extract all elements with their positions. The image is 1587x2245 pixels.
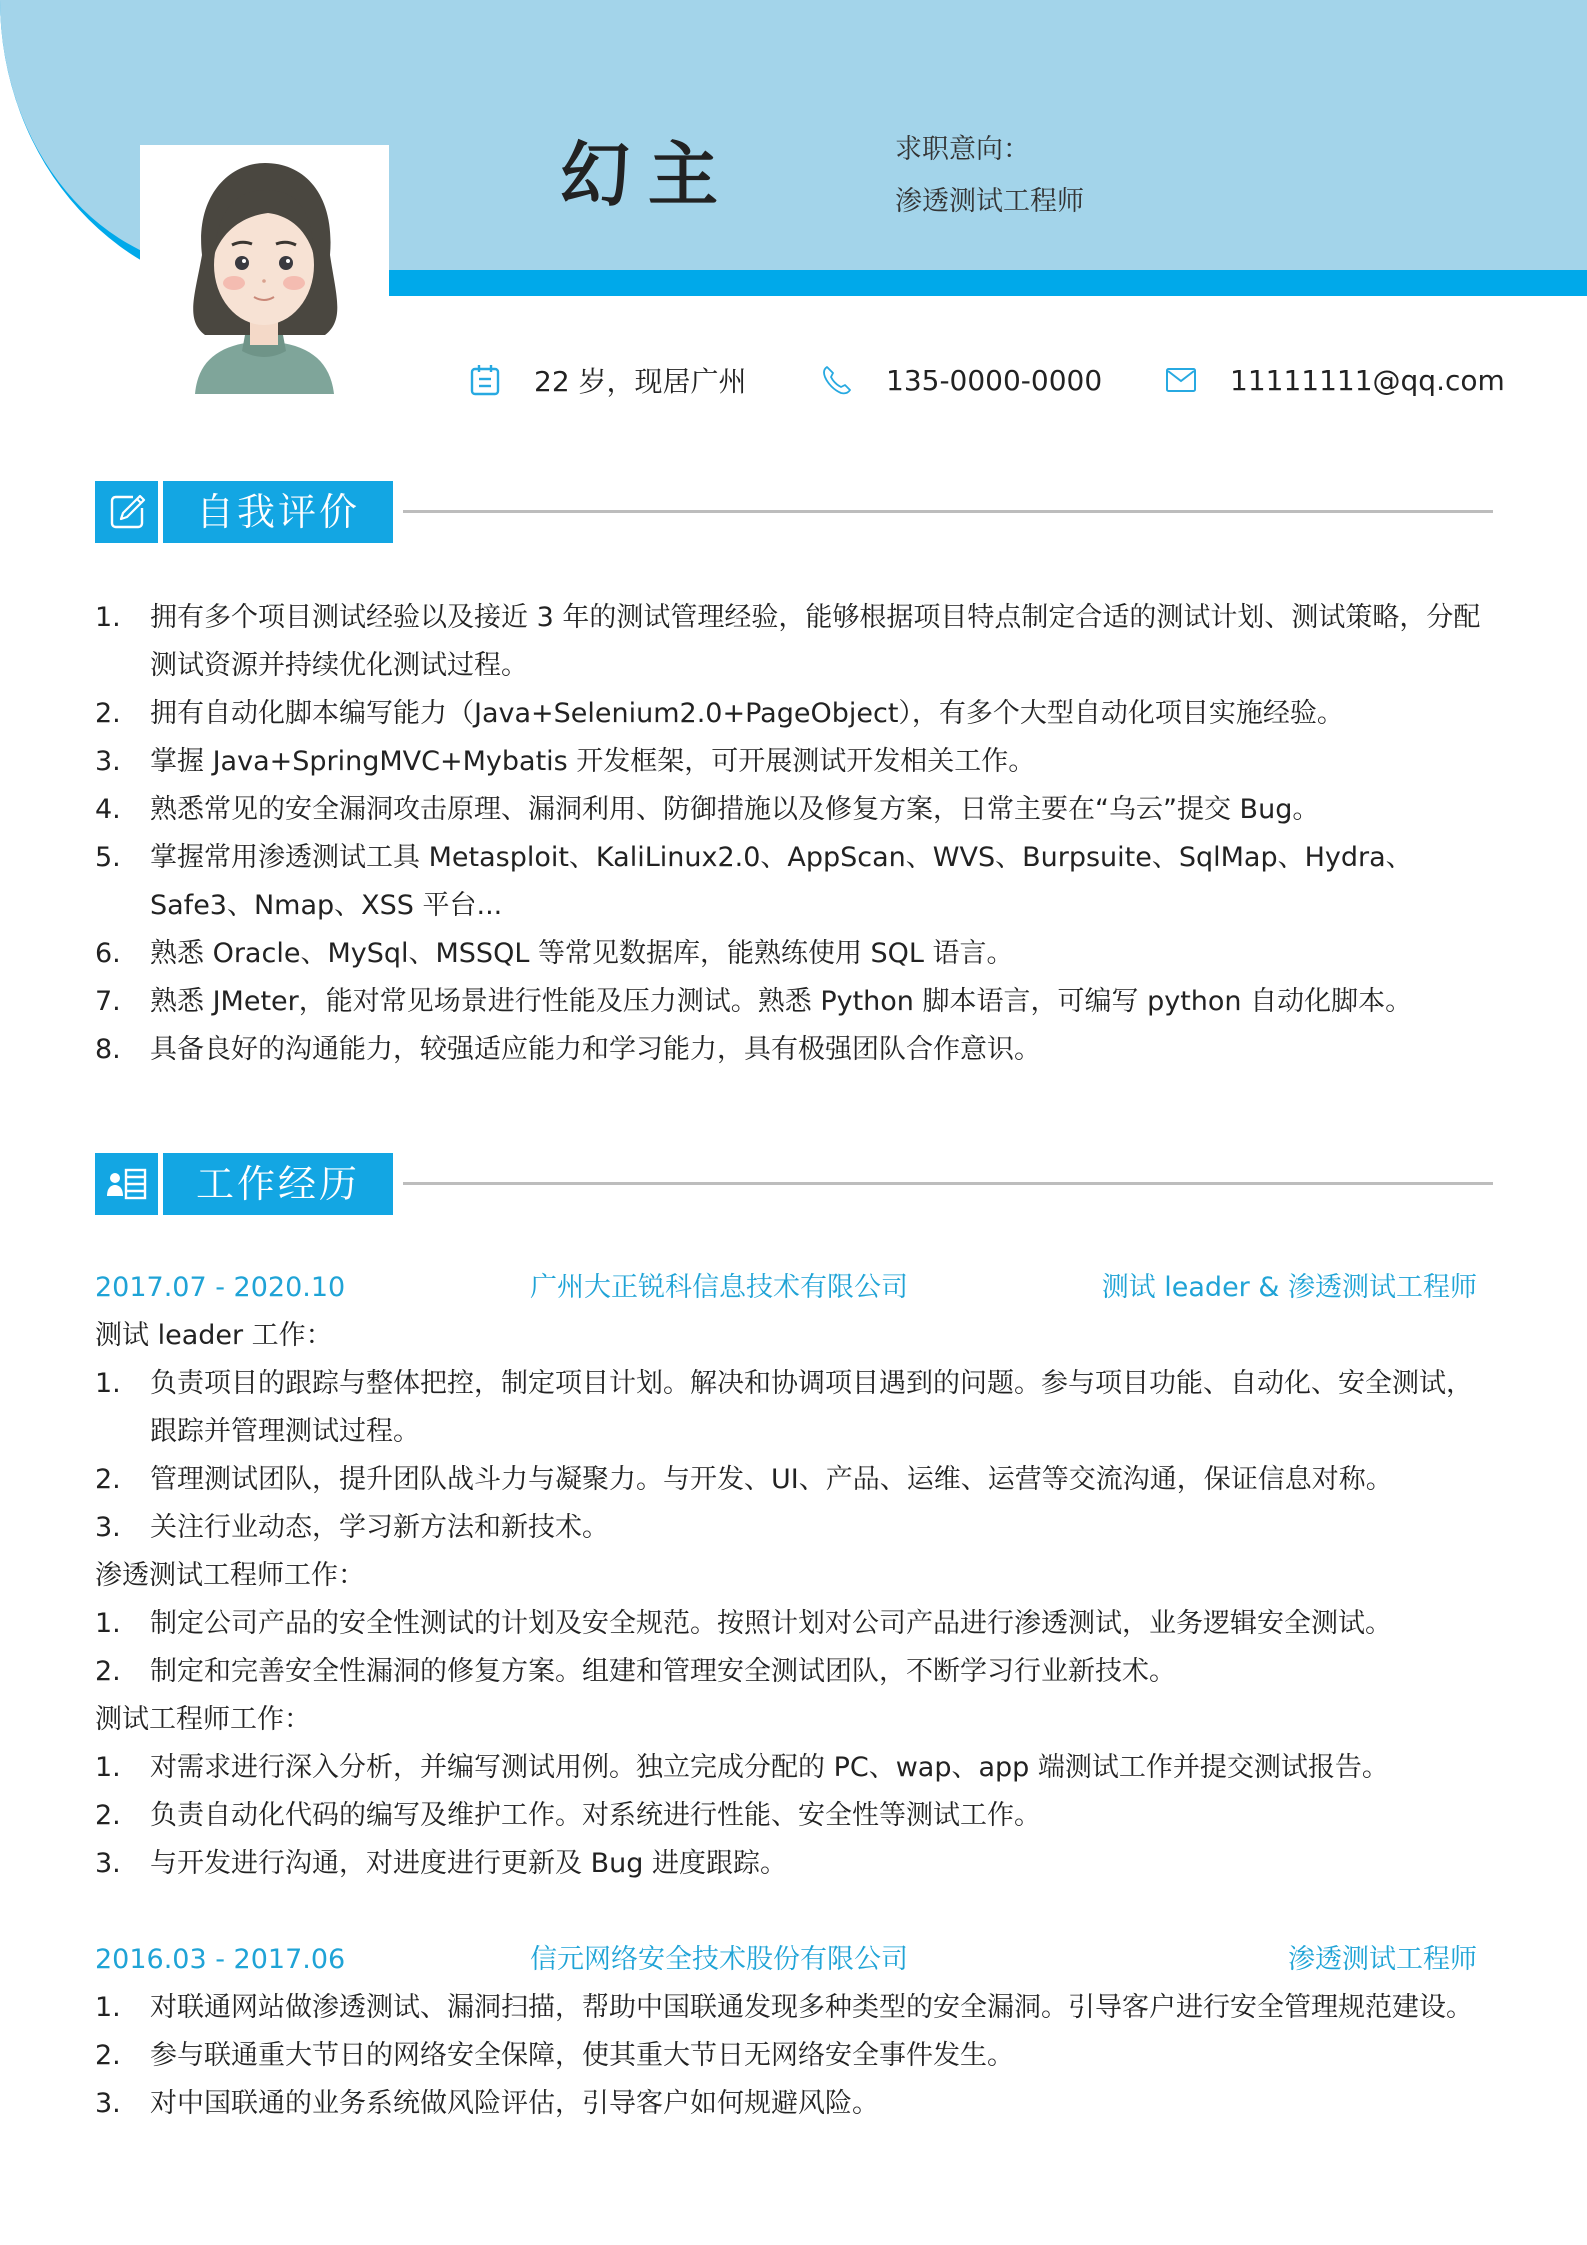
section-divider bbox=[403, 1182, 1493, 1185]
section-header-work bbox=[95, 1153, 1495, 1215]
job-role: 渗透测试工程师 bbox=[1288, 1944, 1477, 1975]
candidate-name: 幻主 bbox=[560, 134, 736, 216]
section-title: 自我评价 bbox=[163, 481, 393, 543]
phone-icon bbox=[820, 363, 854, 397]
profile-photo bbox=[140, 145, 389, 394]
duty-group-label: 渗透测试工程师工作： bbox=[95, 1560, 365, 1591]
job-intent-value: 渗透测试工程师 bbox=[895, 186, 1084, 217]
mail-icon bbox=[1164, 363, 1198, 397]
email-text[interactable]: 11111111@qq.com bbox=[1230, 363, 1505, 397]
list-item: 2. 拥有自动化脚本编写能力（Java+Selenium2.0+PageObject），有多个大型自动化项目实施经验。 bbox=[95, 698, 1344, 729]
list-item: 3. 对中国联通的业务系统做风险评估，引导客户如何规避风险。 bbox=[95, 2088, 879, 2119]
edit-icon bbox=[95, 481, 158, 543]
age-location-text: 22 岁，现居广州 bbox=[534, 365, 747, 398]
profile-list-icon bbox=[95, 1153, 158, 1215]
section-divider bbox=[403, 510, 1493, 513]
job-details bbox=[95, 1312, 1495, 1888]
list-item: 5. 掌握常用渗透测试工具 Metasploit、KaliLinux2.0、AppScan、WVS、Burpsuite、SqlMap、Hydra、Safe3、Nmap、XSS 平台... bbox=[95, 842, 1413, 921]
contact-email bbox=[1164, 358, 1505, 402]
job-details bbox=[95, 1984, 1495, 2128]
job-date: 2017.07 - 2020.10 bbox=[95, 1272, 346, 1303]
contact-phone bbox=[820, 358, 1102, 402]
duty-group-label: 测试工程师工作： bbox=[95, 1704, 311, 1735]
job-company: 广州大正锐科信息技术有限公司 bbox=[530, 1272, 908, 1303]
list-item: 3. 关注行业动态，学习新方法和新技术。 bbox=[95, 1512, 609, 1543]
list-item: 6. 熟悉 Oracle、MySql、MSSQL 等常见数据库，能熟练使用 SQL 语言。 bbox=[95, 938, 1014, 969]
list-item: 3. 掌握 Java+SpringMVC+Mybatis 开发框架，可开展测试开发相关工作。 bbox=[95, 746, 1036, 777]
list-item: 1. 拥有多个项目测试经验以及接近 3 年的测试管理经验，能够根据项目特点制定合适的测试计划、测试策略，分配测试资源并持续优化测试过程。 bbox=[95, 602, 1481, 681]
list-item: 1. 对需求进行深入分析，并编写测试用例。独立完成分配的 PC、wap、app 端测试工作并提交测试报告。 bbox=[95, 1752, 1389, 1783]
job-intent-label: 求职意向： bbox=[895, 134, 1030, 165]
list-item: 2. 负责自动化代码的编写及维护工作。对系统进行性能、安全性等测试工作。 bbox=[95, 1800, 1041, 1831]
list-item: 7. 熟悉 JMeter，能对常见场景进行性能及压力测试。熟悉 Python 脚本语言，可编写 python 自动化脚本。 bbox=[95, 986, 1413, 1017]
list-item: 3. 与开发进行沟通，对进度进行更新及 Bug 进度跟踪。 bbox=[95, 1848, 787, 1879]
calendar-icon bbox=[468, 363, 502, 397]
list-item: 2. 管理测试团队，提升团队战斗力与凝聚力。与开发、UI、产品、运维、运营等交流沟通，保证信息对称。 bbox=[95, 1464, 1393, 1495]
job-date: 2016.03 - 2017.06 bbox=[95, 1944, 346, 1975]
list-item: 4. 熟悉常见的安全漏洞攻击原理、漏洞利用、防御措施以及修复方案，日常主要在“乌云”提交 Bug。 bbox=[95, 794, 1320, 825]
job-company: 信元网络安全技术股份有限公司 bbox=[530, 1944, 908, 1975]
phone-text[interactable]: 135-0000-0000 bbox=[886, 363, 1103, 397]
job-role: 测试 leader & 渗透测试工程师 bbox=[1101, 1272, 1477, 1303]
list-item: 1. 对联通网站做渗透测试、漏洞扫描，帮助中国联通发现多种类型的安全漏洞。引导客户进行安全管理规范建设。 bbox=[95, 1992, 1473, 2023]
duty-group-label: 测试 leader 工作： bbox=[95, 1320, 333, 1351]
job-header bbox=[95, 1264, 1477, 1312]
contact-age-location bbox=[468, 358, 747, 402]
job-header bbox=[95, 1936, 1477, 1984]
section-title: 工作经历 bbox=[163, 1153, 393, 1215]
list-item: 1. 负责项目的跟踪与整体把控，制定项目计划。解决和协调项目遇到的问题。参与项目功能、自动化、安全测试，跟踪并管理测试过程。 bbox=[95, 1368, 1473, 1447]
list-item: 2. 制定和完善安全性漏洞的修复方案。组建和管理安全测试团队，不断学习行业新技术。 bbox=[95, 1656, 1176, 1687]
section-header-self-eval bbox=[95, 481, 1495, 543]
self-eval-list bbox=[95, 594, 1495, 1074]
list-item: 8. 具备良好的沟通能力，较强适应能力和学习能力，具有极强团队合作意识。 bbox=[95, 1034, 1041, 1065]
list-item: 2. 参与联通重大节日的网络安全保障，使其重大节日无网络安全事件发生。 bbox=[95, 2040, 1014, 2071]
avatar-illustration-icon bbox=[140, 145, 389, 394]
list-item: 1. 制定公司产品的安全性测试的计划及安全规范。按照计划对公司产品进行渗透测试，业务逻辑安全测试。 bbox=[95, 1608, 1392, 1639]
